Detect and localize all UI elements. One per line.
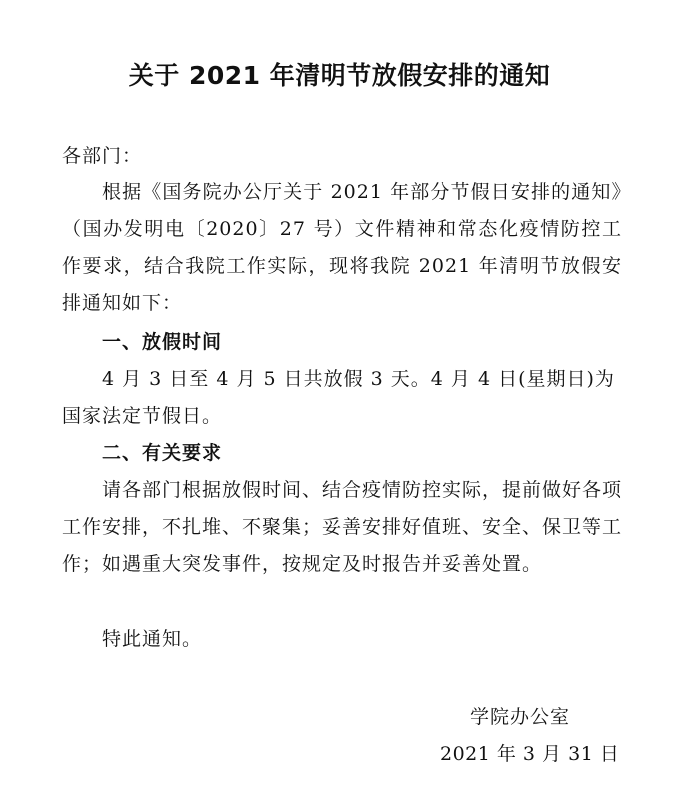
issuer-signature: 学院办公室 — [470, 706, 571, 728]
section-heading-holiday-time: 一、放假时间 — [102, 331, 223, 353]
intro-paragraph: 根据《国务院办公厅关于 2021 年部分节假日安排的通知》（国办发明电〔2020〕27 号）文件精神和常态化疫情防控工作要求，结合我院工作实际，现将我院 2021 年清明节放假安排通知如下： — [62, 181, 622, 314]
holiday-time-paragraph: 4 月 3 日至 4 月 5 日共放假 3 天。4 月 4 日(星期日)为国家法定节假日。 — [62, 368, 615, 427]
section-heading-requirements: 二、有关要求 — [102, 442, 223, 464]
closing-line: 特此通知。 — [102, 628, 203, 650]
document-title: 关于 2021 年清明节放假安排的通知 — [128, 61, 551, 90]
issue-date: 2021 年 3 月 31 日 — [440, 743, 620, 765]
requirements-paragraph: 请各部门根据放假时间、结合疫情防控实际，提前做好各项工作安排，不扎堆、不聚集；妥善安排好值班、安全、保卫等工作；如遇重大突发事件，按规定及时报告并妥善处置。 — [62, 479, 623, 575]
salutation: 各部门： — [62, 145, 143, 167]
